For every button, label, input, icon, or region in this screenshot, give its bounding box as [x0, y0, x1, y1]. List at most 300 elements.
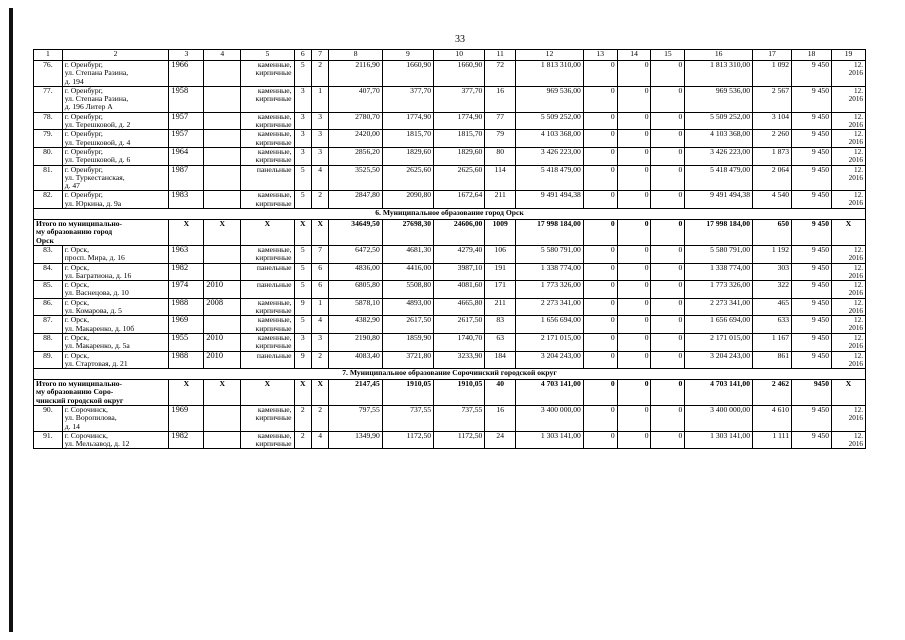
- table-cell: 0: [651, 86, 685, 112]
- table-cell: 5: [294, 191, 311, 209]
- table-cell: 969 536,00: [516, 86, 584, 112]
- table-cell: 9 450: [792, 245, 832, 263]
- table-cell: 80.: [34, 147, 63, 165]
- table-cell: 377,70: [434, 86, 485, 112]
- housing-table: [33, 49, 866, 449]
- table-cell: 0: [583, 147, 617, 165]
- table-row: [34, 191, 866, 209]
- table-cell: 6472,50: [329, 245, 382, 263]
- column-header: 9: [382, 50, 433, 61]
- table-cell: 2: [311, 405, 328, 431]
- table-cell: 0: [651, 147, 685, 165]
- table-cell: 5 509 252,00: [685, 112, 753, 130]
- section-heading-row: [34, 369, 866, 380]
- table-cell: 4 610: [753, 405, 792, 431]
- table-cell: 9450: [792, 380, 832, 406]
- table-cell: г. Орск, ул. Васнецова, д. 10: [62, 281, 169, 299]
- table-cell: 0: [617, 147, 651, 165]
- table-cell: 211: [485, 191, 516, 209]
- table-cell: 5: [294, 263, 311, 281]
- table-cell: 2010: [204, 351, 241, 369]
- table-cell: 1969: [169, 316, 204, 334]
- table-cell: 9 450: [792, 405, 832, 431]
- table-cell: 3 204 243,00: [685, 351, 753, 369]
- table-cell: 3 400 000,00: [685, 405, 753, 431]
- table-cell: 9 450: [792, 147, 832, 165]
- table-cell: X: [204, 380, 241, 406]
- table-cell: 969 536,00: [685, 86, 753, 112]
- table-cell: 1172,50: [434, 431, 485, 449]
- table-cell: 12. 2016: [832, 165, 866, 191]
- table-cell: 78.: [34, 112, 63, 130]
- table-row: [34, 165, 866, 191]
- table-cell: 9: [294, 351, 311, 369]
- table-cell: 0: [651, 61, 685, 87]
- table-cell: 3 426 223,00: [516, 147, 584, 165]
- table-cell: г. Оренбург, ул. Терешковой, д. 4: [62, 130, 169, 148]
- table-cell: 90.: [34, 405, 63, 431]
- table-cell: 2 462: [753, 380, 792, 406]
- table-cell: 9 450: [792, 86, 832, 112]
- table-cell: 34649,50: [329, 220, 382, 246]
- table-cell: г. Орск, ул. Макаренко, д. 10б: [62, 316, 169, 334]
- section-heading: 6. Муниципальное образование город Орск: [34, 209, 866, 220]
- table-cell: X: [241, 220, 294, 246]
- table-cell: 0: [617, 333, 651, 351]
- table-cell: 4416,00: [382, 263, 433, 281]
- table-cell: 5: [294, 245, 311, 263]
- table-cell: 12. 2016: [832, 86, 866, 112]
- table-cell: 81.: [34, 165, 63, 191]
- table-cell: 2617,50: [382, 316, 433, 334]
- table-cell: 1672,64: [434, 191, 485, 209]
- table-cell: 377,70: [382, 86, 433, 112]
- table-cell: 1: [311, 86, 328, 112]
- table-cell: 633: [753, 316, 792, 334]
- table-cell: 2625,60: [382, 165, 433, 191]
- subtotal-row: [34, 380, 866, 406]
- table-cell: панельные: [241, 165, 294, 191]
- table-cell: 6: [311, 263, 328, 281]
- table-cell: 4: [311, 316, 328, 334]
- table-cell: каменные, кирпичные: [241, 316, 294, 334]
- table-cell: г. Оренбург, ул. Терешковой, д. 2: [62, 112, 169, 130]
- table-cell: 12. 2016: [832, 191, 866, 209]
- table-cell: каменные, кирпичные: [241, 333, 294, 351]
- table-cell: 24: [485, 431, 516, 449]
- table-cell: 1774,90: [434, 112, 485, 130]
- table-cell: 2 273 341,00: [516, 298, 584, 316]
- table-cell: 2780,70: [329, 112, 382, 130]
- table-cell: [204, 86, 241, 112]
- table-cell: 3 426 223,00: [685, 147, 753, 165]
- table-cell: 3: [311, 112, 328, 130]
- table-cell: 9 450: [792, 191, 832, 209]
- table-cell: 1 656 694,00: [685, 316, 753, 334]
- table-cell: 1966: [169, 61, 204, 87]
- table-cell: каменные, кирпичные: [241, 298, 294, 316]
- table-cell: 2420,00: [329, 130, 382, 148]
- table-cell: 2147,45: [329, 380, 382, 406]
- table-cell: 5 580 791,00: [685, 245, 753, 263]
- table-cell: 0: [617, 281, 651, 299]
- table-cell: 24606,00: [434, 220, 485, 246]
- table-cell: 2: [294, 431, 311, 449]
- table-cell: 1957: [169, 112, 204, 130]
- table-cell: 0: [617, 191, 651, 209]
- table-cell: 3: [294, 333, 311, 351]
- table-cell: 0: [583, 112, 617, 130]
- table-cell: 6805,80: [329, 281, 382, 299]
- table-cell: каменные, кирпичные: [241, 147, 294, 165]
- table-cell: 17 998 184,00: [516, 220, 584, 246]
- table-cell: 5: [294, 165, 311, 191]
- table-cell: 0: [583, 351, 617, 369]
- table-cell: 171: [485, 281, 516, 299]
- table-cell: 1963: [169, 245, 204, 263]
- table-cell: 2: [294, 405, 311, 431]
- table-cell: 2 567: [753, 86, 792, 112]
- table-cell: 1974: [169, 281, 204, 299]
- header-row: [34, 50, 866, 61]
- table-cell: 40: [485, 380, 516, 406]
- column-header: 1: [34, 50, 63, 61]
- table-cell: 9 450: [792, 130, 832, 148]
- table-cell: 1 813 310,00: [685, 61, 753, 87]
- table-cell: 9 450: [792, 298, 832, 316]
- table-cell: 63: [485, 333, 516, 351]
- table-cell: 3987,10: [434, 263, 485, 281]
- table-cell: 5: [294, 281, 311, 299]
- table-cell: 4893,00: [382, 298, 433, 316]
- table-cell: 12. 2016: [832, 431, 866, 449]
- table-cell: 1982: [169, 431, 204, 449]
- table-cell: 0: [651, 351, 685, 369]
- column-header: 8: [329, 50, 382, 61]
- table-cell: г. Сорочинск, ул. Мельзавод, д. 12: [62, 431, 169, 449]
- table-cell: 1 303 141,00: [685, 431, 753, 449]
- table-cell: 322: [753, 281, 792, 299]
- table-cell: 737,55: [382, 405, 433, 431]
- table-cell: 407,70: [329, 86, 382, 112]
- table-cell: 7: [311, 245, 328, 263]
- table-cell: 0: [617, 112, 651, 130]
- table-cell: 1859,90: [382, 333, 433, 351]
- table-cell: 3: [311, 130, 328, 148]
- table-cell: 1 303 141,00: [516, 431, 584, 449]
- table-cell: 650: [753, 220, 792, 246]
- table-cell: X: [311, 220, 328, 246]
- table-cell: 737,55: [434, 405, 485, 431]
- table-cell: 0: [617, 405, 651, 431]
- table-cell: 0: [651, 281, 685, 299]
- table-cell: X: [832, 380, 866, 406]
- table-cell: 9: [294, 298, 311, 316]
- table-cell: [204, 245, 241, 263]
- table-cell: 5 509 252,00: [516, 112, 584, 130]
- table-cell: 4083,40: [329, 351, 382, 369]
- table-cell: 77: [485, 112, 516, 130]
- table-cell: 4 703 141,00: [685, 380, 753, 406]
- table-cell: 4: [311, 431, 328, 449]
- table-row: [34, 281, 866, 299]
- table-cell: 4 540: [753, 191, 792, 209]
- table-cell: 17 998 184,00: [685, 220, 753, 246]
- table-cell: 3: [294, 112, 311, 130]
- table-cell: 0: [583, 191, 617, 209]
- table-cell: 91.: [34, 431, 63, 449]
- table-cell: 1988: [169, 351, 204, 369]
- table-cell: панельные: [241, 281, 294, 299]
- table-cell: 184: [485, 351, 516, 369]
- table-cell: 86.: [34, 298, 63, 316]
- table-cell: 3 400 000,00: [516, 405, 584, 431]
- table-cell: 1660,90: [434, 61, 485, 87]
- table-cell: 3: [294, 130, 311, 148]
- column-header: 17: [753, 50, 792, 61]
- table-cell: 4681,30: [382, 245, 433, 263]
- table-cell: [204, 61, 241, 87]
- table-cell: г. Оренбург, ул. Юркина, д. 9а: [62, 191, 169, 209]
- column-header: 15: [651, 50, 685, 61]
- table-cell: 3: [294, 147, 311, 165]
- section-heading: 7. Муниципальное образование Сорочинский городской округ: [34, 369, 866, 380]
- table-cell: 465: [753, 298, 792, 316]
- table-cell: X: [169, 380, 204, 406]
- table-cell: [204, 147, 241, 165]
- table-cell: 1829,60: [434, 147, 485, 165]
- table-cell: 9 450: [792, 61, 832, 87]
- table-cell: 1983: [169, 191, 204, 209]
- column-header: 2: [62, 50, 169, 61]
- table-cell: 2856,20: [329, 147, 382, 165]
- table-cell: 0: [583, 380, 617, 406]
- column-header: 3: [169, 50, 204, 61]
- table-row: [34, 405, 866, 431]
- table-cell: каменные, кирпичные: [241, 191, 294, 209]
- subtotal-row: [34, 220, 866, 246]
- table-cell: г. Оренбург, ул. Степана Разина, д. 194: [62, 61, 169, 87]
- table-row: [34, 298, 866, 316]
- table-cell: 0: [651, 405, 685, 431]
- table-cell: 9 491 494,38: [516, 191, 584, 209]
- table-cell: 4081,60: [434, 281, 485, 299]
- table-cell: 2008: [204, 298, 241, 316]
- table-cell: 4279,40: [434, 245, 485, 263]
- table-cell: 12. 2016: [832, 263, 866, 281]
- table-cell: X: [204, 220, 241, 246]
- table-cell: 83.: [34, 245, 63, 263]
- column-header: 13: [583, 50, 617, 61]
- table-cell: X: [311, 380, 328, 406]
- table-cell: 2: [311, 61, 328, 87]
- table-cell: 87.: [34, 316, 63, 334]
- table-cell: 4 703 141,00: [516, 380, 584, 406]
- table-row: [34, 86, 866, 112]
- table-cell: 0: [583, 263, 617, 281]
- table-cell: г. Орск, ул. Стартовая, д. 21: [62, 351, 169, 369]
- table-cell: X: [241, 380, 294, 406]
- table-cell: 0: [617, 263, 651, 281]
- table-cell: 1 338 774,00: [516, 263, 584, 281]
- table-cell: 191: [485, 263, 516, 281]
- table-cell: 9 450: [792, 333, 832, 351]
- table-cell: 12. 2016: [832, 112, 866, 130]
- table-cell: 0: [583, 333, 617, 351]
- table-row: [34, 263, 866, 281]
- table-cell: 1 167: [753, 333, 792, 351]
- table-cell: 1964: [169, 147, 204, 165]
- table-cell: 0: [651, 191, 685, 209]
- table-cell: 0: [617, 380, 651, 406]
- table-cell: 3 104: [753, 112, 792, 130]
- table-cell: 82.: [34, 191, 63, 209]
- column-header: 5: [241, 50, 294, 61]
- table-cell: 3: [311, 147, 328, 165]
- table-cell: 85.: [34, 281, 63, 299]
- table-cell: 1 092: [753, 61, 792, 87]
- table-cell: г. Оренбург, ул. Туркестанская, д. 47: [62, 165, 169, 191]
- table-cell: 0: [583, 220, 617, 246]
- table-cell: г. Оренбург, ул. Степана Разина, д. 196 Литер А: [62, 86, 169, 112]
- column-header: 4: [204, 50, 241, 61]
- table-cell: 0: [617, 220, 651, 246]
- column-header: 6: [294, 50, 311, 61]
- table-cell: 0: [583, 431, 617, 449]
- table-cell: 12. 2016: [832, 147, 866, 165]
- table-cell: 12. 2016: [832, 405, 866, 431]
- table-cell: 4: [311, 165, 328, 191]
- table-cell: 77.: [34, 86, 63, 112]
- table-cell: каменные, кирпичные: [241, 405, 294, 431]
- table-cell: 12. 2016: [832, 281, 866, 299]
- table-cell: 0: [617, 130, 651, 148]
- column-header: 14: [617, 50, 651, 61]
- table-cell: 1910,05: [434, 380, 485, 406]
- table-cell: 5508,80: [382, 281, 433, 299]
- table-row: [34, 316, 866, 334]
- table-cell: 9 450: [792, 165, 832, 191]
- table-cell: 5: [294, 316, 311, 334]
- table-cell: 861: [753, 351, 792, 369]
- table-cell: 88.: [34, 333, 63, 351]
- table-row: [34, 431, 866, 449]
- table-cell: каменные, кирпичные: [241, 130, 294, 148]
- page-number: 33: [455, 34, 465, 45]
- table-cell: [204, 263, 241, 281]
- table-cell: 0: [583, 281, 617, 299]
- table-cell: 0: [651, 130, 685, 148]
- column-header: 16: [685, 50, 753, 61]
- table-cell: 2847,80: [329, 191, 382, 209]
- column-header: 10: [434, 50, 485, 61]
- table-cell: 0: [583, 316, 617, 334]
- table-cell: 2 171 015,00: [516, 333, 584, 351]
- table-cell: 5: [294, 61, 311, 87]
- table-cell: 12. 2016: [832, 351, 866, 369]
- table-cell: 2: [311, 351, 328, 369]
- table-cell: 89.: [34, 351, 63, 369]
- table-cell: 12. 2016: [832, 61, 866, 87]
- table-cell: 1349,90: [329, 431, 382, 449]
- table-cell: 0: [617, 316, 651, 334]
- table-cell: г. Орск, ул. Макаренко, д. 5а: [62, 333, 169, 351]
- table-cell: 2010: [204, 281, 241, 299]
- table-cell: 9 450: [792, 112, 832, 130]
- table-cell: 1 656 694,00: [516, 316, 584, 334]
- table-cell: 0: [583, 405, 617, 431]
- table-cell: 1009: [485, 220, 516, 246]
- table-cell: каменные, кирпичные: [241, 86, 294, 112]
- table-cell: 0: [583, 86, 617, 112]
- table-cell: г. Оренбург, ул. Терешковой, д. 6: [62, 147, 169, 165]
- table-cell: 1988: [169, 298, 204, 316]
- table-cell: 9 450: [792, 431, 832, 449]
- table-cell: 5878,10: [329, 298, 382, 316]
- table-row: [34, 130, 866, 148]
- table-cell: X: [294, 380, 311, 406]
- table-cell: 797,55: [329, 405, 382, 431]
- table-cell: панельные: [241, 263, 294, 281]
- table-cell: 12. 2016: [832, 333, 866, 351]
- table-cell: 16: [485, 405, 516, 431]
- table-cell: 2: [311, 191, 328, 209]
- table-cell: 2010: [204, 333, 241, 351]
- table-cell: 0: [617, 165, 651, 191]
- table-cell: 1 338 774,00: [685, 263, 753, 281]
- table-cell: 4665,80: [434, 298, 485, 316]
- table-row: [34, 333, 866, 351]
- table-cell: 0: [651, 263, 685, 281]
- table-cell: 1 873: [753, 147, 792, 165]
- table-row: [34, 245, 866, 263]
- table-cell: [204, 431, 241, 449]
- table-cell: 0: [617, 298, 651, 316]
- table-cell: 0: [651, 333, 685, 351]
- subtotal-label: Итого по муниципально- му образованию город Орск: [34, 220, 169, 246]
- table-cell: 0: [617, 245, 651, 263]
- table-cell: 9 450: [792, 220, 832, 246]
- table-cell: каменные, кирпичные: [241, 112, 294, 130]
- table-cell: 9 450: [792, 263, 832, 281]
- table-cell: 1 773 326,00: [516, 281, 584, 299]
- table-cell: 1958: [169, 86, 204, 112]
- table-cell: 3721,80: [382, 351, 433, 369]
- table-cell: 0: [651, 380, 685, 406]
- table-cell: панельные: [241, 351, 294, 369]
- table-cell: [204, 130, 241, 148]
- table-cell: 9 450: [792, 351, 832, 369]
- table-cell: 1910,05: [382, 380, 433, 406]
- table-cell: 0: [583, 130, 617, 148]
- table-cell: 1815,70: [434, 130, 485, 148]
- table-cell: каменные, кирпичные: [241, 431, 294, 449]
- table-cell: [204, 405, 241, 431]
- table-cell: 0: [583, 165, 617, 191]
- table-cell: 2 273 341,00: [685, 298, 753, 316]
- table-cell: 2 171 015,00: [685, 333, 753, 351]
- table-cell: г. Орск, ул. Комарова, д. 5: [62, 298, 169, 316]
- table-cell: 0: [617, 431, 651, 449]
- table-cell: 106: [485, 245, 516, 263]
- table-cell: 4382,90: [329, 316, 382, 334]
- column-header: 12: [516, 50, 584, 61]
- table-cell: 1955: [169, 333, 204, 351]
- table-cell: 2617,50: [434, 316, 485, 334]
- table-cell: 12. 2016: [832, 316, 866, 334]
- table-cell: 3525,50: [329, 165, 382, 191]
- table-cell: 2625,60: [434, 165, 485, 191]
